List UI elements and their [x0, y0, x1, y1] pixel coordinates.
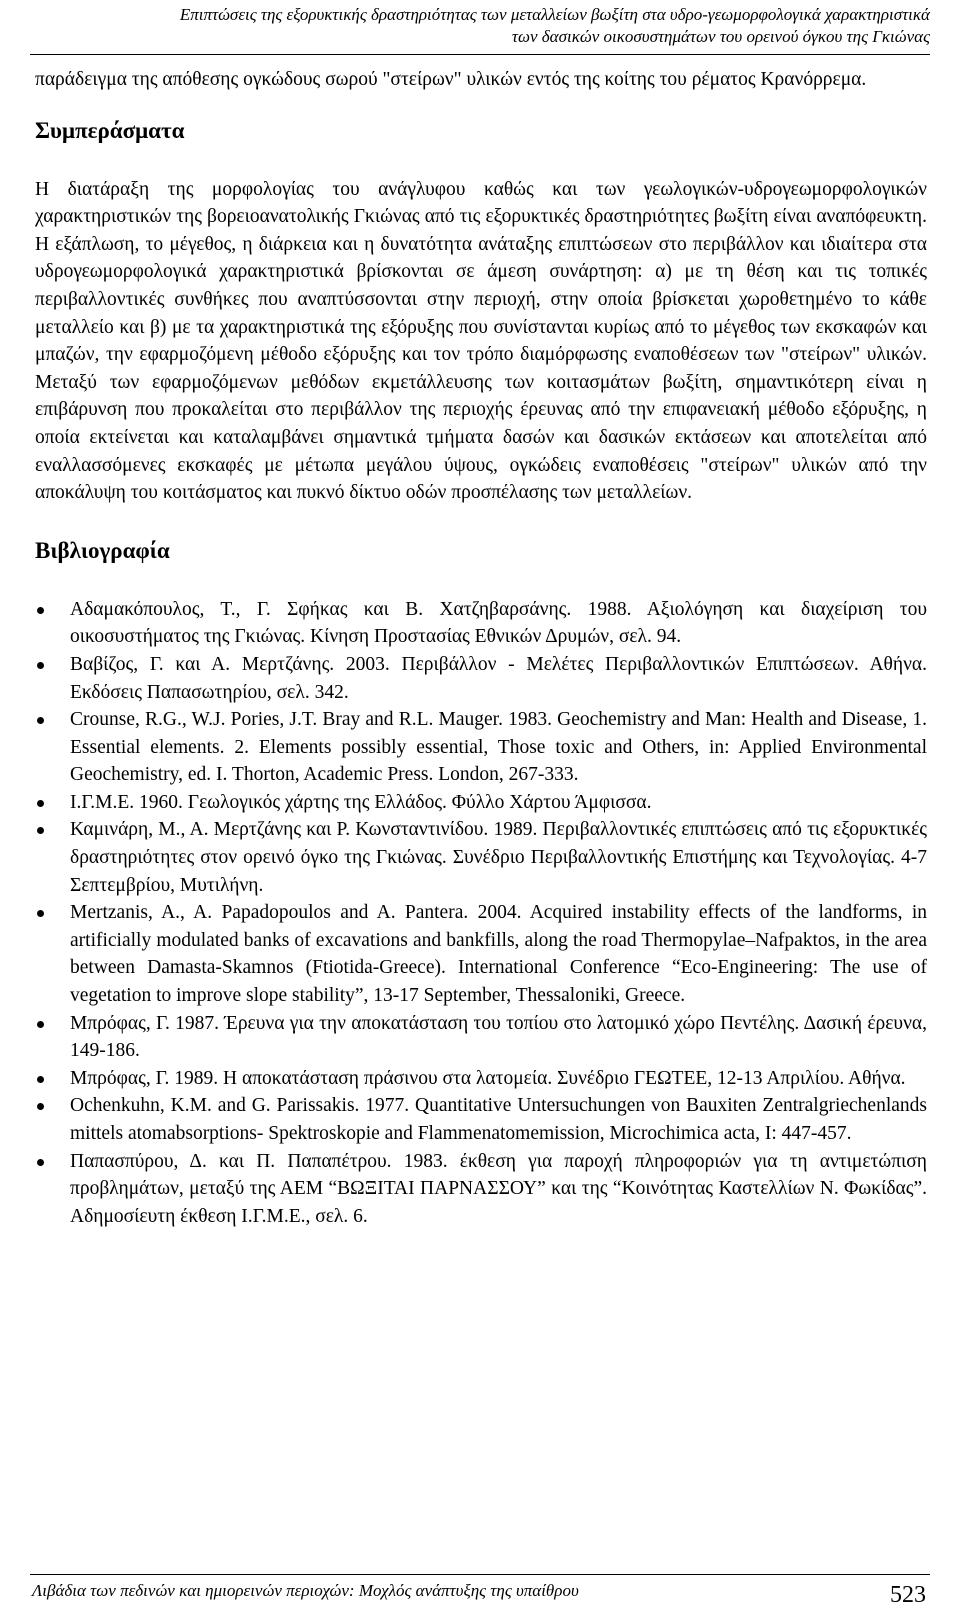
reference-item [35, 816, 927, 899]
reference-text: Ι.Γ.Μ.Ε. 1960. Γεωλογικός χάρτης της Ελλάδος. Φύλλο Χάρτου Άμφισσα. [70, 791, 652, 813]
bullet-icon [37, 1021, 44, 1028]
footer-divider [30, 1574, 930, 1575]
page-number: 523 [890, 1582, 926, 1608]
page-body [35, 66, 927, 1230]
header-divider [30, 54, 930, 55]
reference-text: Αδαμακόπουλος, Τ., Γ. Σφήκας και Β. Χατζηβαρσάνης. 1988. Αξιολόγηση και διαχείριση του οικοσυστήματος της Γκιώνας. Κίνηση Προστασίας Εθνικών Δρυμών, σελ. 94. [70, 598, 927, 648]
reference-list [35, 596, 927, 1231]
bullet-icon [37, 910, 44, 917]
bullet-icon [37, 827, 44, 834]
reference-text: Μπρόφας, Γ. 1989. Η αποκατάσταση πράσινου στα λατομεία. Συνέδριο ΓΕΩΤΕΕ, 12-13 Απριλίου. Αθήνα. [70, 1067, 906, 1089]
reference-item [35, 1148, 927, 1231]
conclusions-heading: Συμπεράσματα [35, 117, 185, 143]
intro-paragraph: παράδειγμα της απόθεσης ογκώδους σωρού "στείρων" υλικών εντός της κοίτης του ρέματος Κρανόρρεμα. [35, 69, 867, 90]
reference-item [35, 1092, 927, 1147]
reference-text: Καμινάρη, Μ., Α. Μερτζάνης και Ρ. Κωνσταντινίδου. 1989. Περιβαλλοντικές επιπτώσεις από τις εξορυκτικές δραστηριότητες στον ορεινό όγκο της Γκιώνας. Συνέδριο Περιβαλλοντικής Επιστήμης και Τεχνολογίας. 4-7 Σεπτεμβρίου, Μυτιλήνη. [70, 819, 927, 896]
bullet-icon [37, 800, 44, 807]
running-footer: Λιβάδια των πεδινών και ημιορεινών περιοχών: Μοχλός ανάπτυξης της υπαίθρου [32, 1581, 579, 1600]
reference-item [35, 1065, 927, 1093]
reference-text: Crounse, R.G., W.J. Pories, J.T. Bray and R.L. Mauger. 1983. Geochemistry and Man: Health and Disease, 1. Essential elements. 2. Elements possibly essential, Those toxic and Others, in: Applied Environmental Geochemistry, ed. I. Thorton, Academic Press. London, 267-333. [70, 709, 927, 786]
reference-item [35, 899, 927, 1009]
reference-text: Παπασπύρου, Δ. και Π. Παπαπέτρου. 1983. έκθεση για παροχή πληροφοριών για τη αντιμετώπιση προβλημάτων, μεταξύ της ΑΕΜ “ΒΩΞΙΤΑΙ ΠΑΡΝΑΣΣΟΥ” και της “Κοινότητας Καστελλίων Ν. Φωκίδας”. Αδημοσίευτη έκθεση Ι.Γ.Μ.Ε., σελ. 6. [70, 1150, 927, 1227]
reference-item [35, 1010, 927, 1065]
reference-item [35, 651, 927, 706]
bullet-icon [37, 662, 44, 669]
running-header-line-1: Επιπτώσεις της εξορυκτικής δραστηριότητας των μεταλλείων βωξίτη στα υδρο-γεωμορφολογικά χαρακτηριστικά [179, 5, 930, 24]
reference-text: Ochenkuhn, K.M. and G. Parissakis. 1977. Quantitative Untersuchungen von Bauxiten Zentralgriechenlands mittels atomabsorptions- Spektroskopie and Flammenatomemission, Microchimica acta, I: 447-457. [70, 1095, 927, 1144]
reference-text: Μπρόφας, Γ. 1987. Έρευνα για την αποκατάσταση του τοπίου στο λατομικό χώρο Πεντέλης. Δασική έρευνα, 149-186. [70, 1012, 927, 1062]
bullet-icon [37, 607, 44, 614]
reference-text: Βαβίζος, Γ. και Α. Μερτζάνης. 2003. Περιβάλλον - Μελέτες Περιβαλλοντικών Επιπτώσεων. Αθήνα. Εκδόσεις Παπασωτηρίου, σελ. 342. [70, 653, 927, 703]
reference-item [35, 789, 927, 817]
bullet-icon [37, 1103, 44, 1110]
reference-item [35, 596, 927, 651]
bullet-icon [37, 1159, 44, 1166]
conclusions-paragraph: Η διατάραξη της μορφολογίας του ανάγλυφου καθώς και των γεωλογικών-υδρογεωμορφολογικών χαρακτηριστικών της βορειοανατολικής Γκιώνας από τις εξορυκτικές δραστηριότητες βωξίτη είναι αναπόφευκτη. Η εξάπλωση, το μέγεθος, η διάρκεια και η δυνατότητα ανάταξης επιπτώσεων στο περιβάλλον και ιδιαίτερα στα υδρογεωμορφολογικά χαρακτηριστικά βρίσκονται σε άμεση συνάρτηση: α) με τη θέση και τις τοπικές περιβαλλοντικές συνθήκες που αναπτύσσονται στην περιοχή, στην οποία βρίσκεται χωροθετημένο το κάθε μεταλλείο και β) με τα χαρακτηριστικά της εξόρυξης που συνίστανται κυρίως από το μέγεθος των εκσκαφών και μπαζών, την εφαρμοζόμενη μέθοδο εξόρυξης και τον τρόπο διαμόρφωσης εναποθέσεων των "στείρων" υλικών. Μεταξύ των εφαρμοζόμενων μεθόδων εκμετάλλευσης των κοιτασμάτων βωξίτη, σημαντικότερη είναι η επιβάρυνση που προκαλείται στο περιβάλλον της περιοχής έρευνας από την επιφανειακή μέθοδο εξόρυξης, η οποία εκτείνεται και καταλαμβάνει σημαντικά τμήματα δασών και δασικών εκτάσεων και αποτελείται από εναλλασσόμενες εκσκαφές με μέτωπα μεγάλου ύψους, ογκώδεις εναποθέσεις "στείρων" υλικών από την αποκάλυψη του κοιτάσματος και πυκνό δίκτυο οδών προσπέλασης των μεταλλείων. [35, 178, 927, 504]
bibliography-heading: Βιβλιογραφία [35, 537, 170, 563]
bullet-icon [37, 717, 44, 724]
reference-text: Mertzanis, A., A. Papadopoulos and A. Pantera. 2004. Acquired instability effects of the landforms, in artificially modulated banks of excavations and bankfills, along the road Thermopylae–Nafpaktos, in the area between Damasta-Skamnos (Ftiotida-Greece). International Conference “Eco-Engineering: The use of vegetation to improve slope stability”, 13-17 September, Thessaloniki, Greece. [70, 902, 927, 1007]
running-header-line-2: των δασικών οικοσυστημάτων του ορεινού όγκου της Γκιώνας [511, 27, 930, 46]
running-header [0, 4, 960, 48]
bullet-icon [37, 1076, 44, 1083]
reference-item [35, 706, 927, 789]
